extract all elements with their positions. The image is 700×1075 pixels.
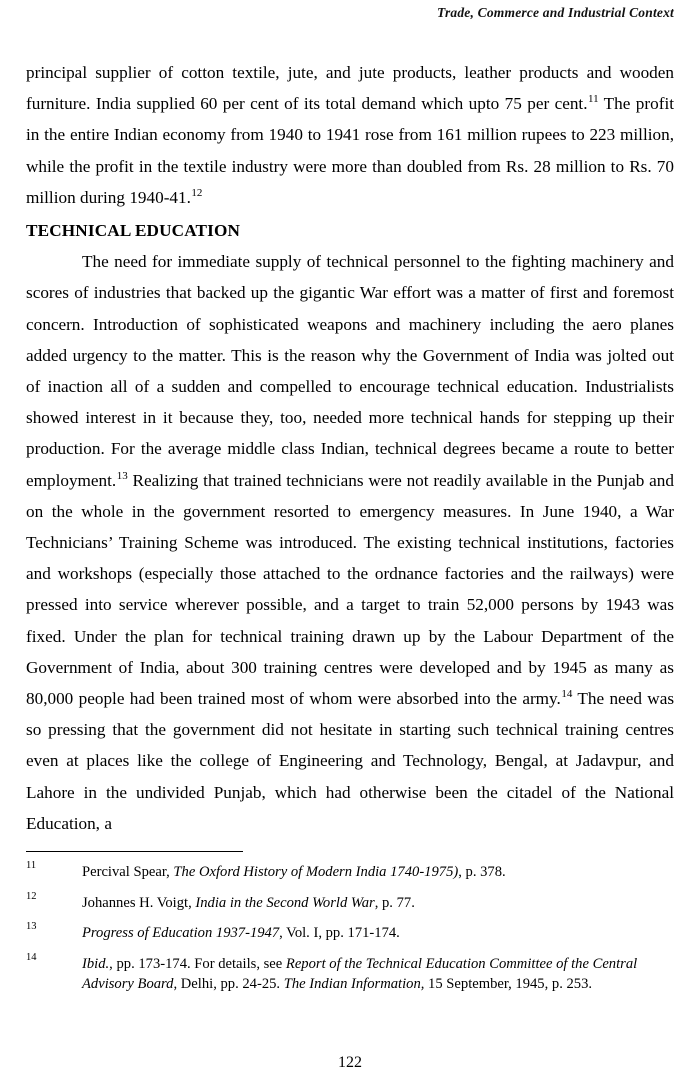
footnote-item	[26, 923, 674, 945]
footnote-number: 13	[26, 921, 37, 932]
footnote-title-italic: Progress of Education 1937-1947	[82, 925, 280, 941]
footnote-number: 11	[26, 860, 37, 871]
footnote-ibid-italic: Ibid.	[82, 955, 110, 972]
footnote-report-title-italic: Report of the Technical Education Committee of the Central Advisory Board	[82, 955, 638, 992]
footnote-reference-11[interactable]: 11	[588, 93, 599, 106]
footnote-item	[26, 951, 674, 994]
footnote-separator-rule	[26, 851, 243, 852]
footnote-number: 12	[26, 890, 37, 902]
footnote-text-mid: , Delhi, pp. 24-25.	[173, 975, 284, 992]
footnote-title-italic: India in the Second World War	[195, 894, 375, 911]
running-header: Trade, Commerce and Industrial Context	[437, 5, 674, 20]
paragraph-1	[26, 57, 674, 213]
footnotes-section	[26, 851, 674, 994]
footnote-title-italic: The Oxford History of Modern India 1740-1975)	[173, 864, 459, 880]
footnote-text: Johannes H. Voigt,	[82, 894, 196, 911]
footnote-reference-14[interactable]: 14	[561, 688, 573, 701]
paragraph-2-text-c: The need was so pressing that the government did not hesitate in starting such technical training centres even at places like the college of Engineering and Technology, Bengal, at Jadavpur, and Lahore in the undivided Punjab, which had otherwise been the citadel of the National Education, a	[26, 689, 675, 833]
footnote-reference-12[interactable]: 12	[191, 187, 203, 200]
body-text-block	[26, 57, 674, 839]
footnote-text-tail: , p. 378.	[458, 864, 506, 880]
footnote-text: , pp. 173-174. For details, see	[109, 955, 286, 972]
footnote-periodical-italic: The Indian Information,	[283, 975, 425, 992]
footnote-text-tail: 15 September, 1945, p. 253.	[424, 975, 593, 992]
footnote-number: 14	[26, 951, 37, 963]
paragraph-2-text-a: The need for immediate supply of technical personnel to the fighting machinery and scores of industries that backed up the gigantic War effort was a matter of first and foremost concern. Introduction of sophisticated weapons and machinery including the aero planes added urgency to the matter. This is the reason why the Government of India was jolted out of inaction all of a sudden and compelled to encourage technical education. Industrialists showed interest in it because they, too, needed more technical hands for stepping up their production. For the average middle class Indian, technical degrees became a route to better employment.	[26, 252, 674, 490]
footnote-item	[26, 890, 674, 915]
section-heading-technical-education: TECHNICAL EDUCATION	[26, 221, 241, 241]
paragraph-2	[26, 246, 674, 839]
page-number: 122	[338, 1054, 362, 1071]
paragraph-2-text-b: Realizing that trained technicians were not readily available in the Punjab and on the whole in the government resorted to emergency measures. In June 1940, a War Technicians’ Training Scheme was introduced. The existing technical institutions, factories and workshops (especially those attached to the ordnance factories and the railways) were pressed into service wherever possible, and a target to train 52,000 persons by 1943 was fixed. Under the plan for technical training drawn up by the Labour Department of the Government of India, about 300 training centres were developed and by 1945 as many as 80,000 people had been trained most of whom were absorbed into the army.	[26, 470, 674, 709]
footnote-text-tail: , p. 77.	[374, 894, 415, 911]
footnote-reference-13[interactable]: 13	[116, 469, 128, 482]
footnote-text-tail: , Vol. I, pp. 171-174.	[279, 925, 400, 941]
footnote-item	[26, 862, 674, 884]
paragraph-1-text-a: principal supplier of cotton textile, jute, and jute products, leather products and wooden furniture. India supplied 60 per cent of its total demand which upto 75 per cent.	[26, 63, 674, 114]
footnote-text: Percival Spear,	[82, 864, 174, 880]
paragraph-1-text-b: The profit in the entire Indian economy from 1940 to 1941 rose from 161 million rupees to 223 million, while the profit in the textile industry were more than doubled from Rs. 28 million to Rs. 70 million during 1940-41.	[26, 94, 674, 207]
